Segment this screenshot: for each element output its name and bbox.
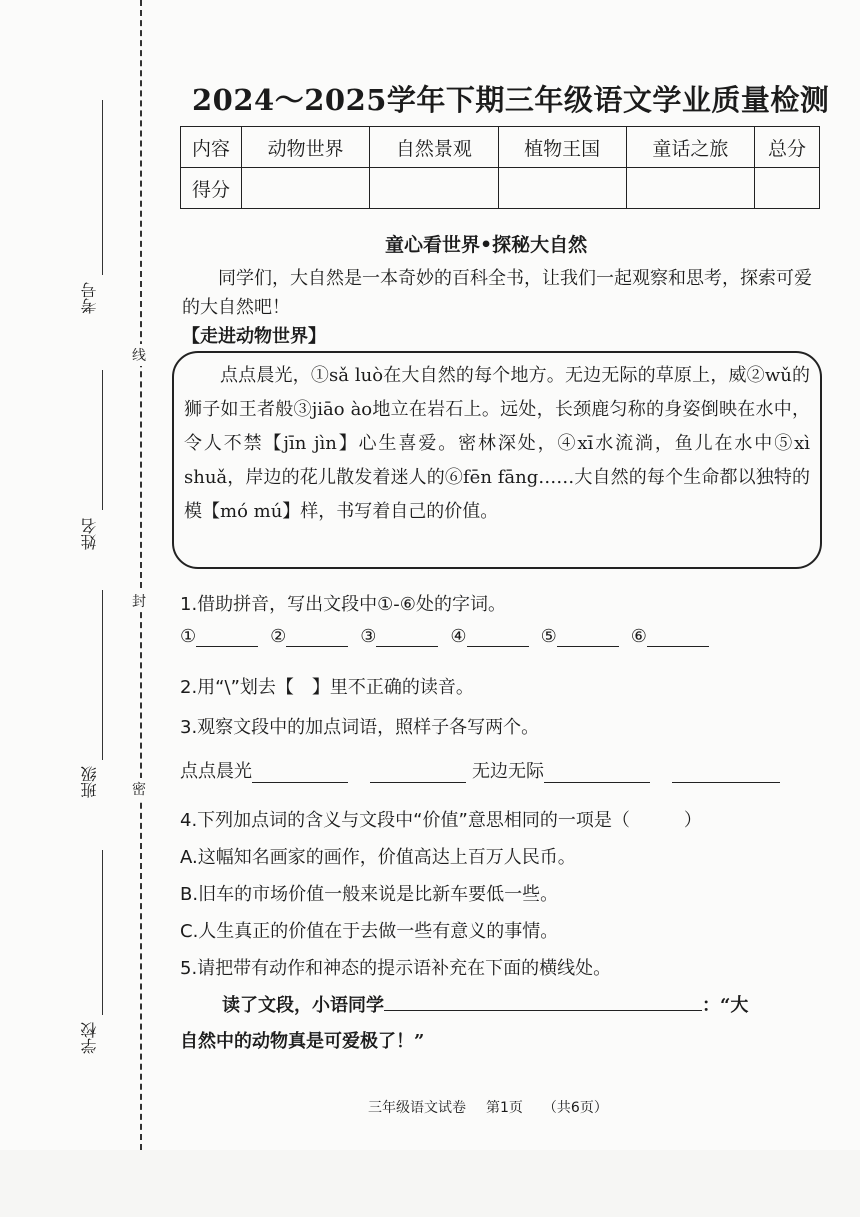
blank-4-number: ④ xyxy=(450,626,467,647)
blank-6-number: ⑥ xyxy=(630,626,647,647)
blank-3-number: ③ xyxy=(360,626,377,647)
exam-title: 2024～2025学年下期三年级语文学业质量检测 xyxy=(192,83,830,117)
blank-5-line[interactable] xyxy=(557,626,619,647)
answer-line-1[interactable] xyxy=(252,762,348,783)
school-label: 学校 xyxy=(80,1022,99,1054)
question-4-close-paren: ） xyxy=(683,810,702,831)
option-a: A.这幅知名画家的画作，价值高达上百万人民币。 xyxy=(180,847,576,868)
score-cell-animal-world: 动物世界 xyxy=(242,127,370,168)
intro-paragraph: 同学们，大自然是一本奇妙的百科全书，让我们一起观察和思考，探索可爱的大自然吧！ xyxy=(182,268,812,318)
blank-2-line[interactable] xyxy=(286,626,348,647)
blank-2-number: ② xyxy=(270,626,287,647)
footer-total: （共6页） xyxy=(542,1100,608,1116)
score-input-total[interactable] xyxy=(755,168,820,209)
question-5-lead: 读了文段，小语同学 xyxy=(222,995,384,1016)
blank-3-line[interactable] xyxy=(376,626,438,647)
blank-1[interactable] xyxy=(180,626,258,647)
section-heading: 【走进动物世界】 xyxy=(182,326,326,347)
blank-1-line[interactable] xyxy=(196,626,258,647)
name-field[interactable] xyxy=(78,370,108,575)
name-label: 姓名 xyxy=(80,518,99,550)
blank-6-line[interactable] xyxy=(647,626,709,647)
question-1-blanks xyxy=(180,626,820,647)
question-3: 3.观察文段中的加点词语，照样子各写两个。 xyxy=(180,717,540,738)
answer-line-4[interactable] xyxy=(672,762,780,783)
blank-5[interactable] xyxy=(541,626,619,647)
section-subtitle: 童心看世界•探秘大自然 xyxy=(385,234,588,256)
reading-passage-text: 点点晨光，①sǎ luò在大自然的每个地方。无边无际的草原上，威②wǔ的狮子如王者般③jiāo ào地立在岩石上。远处，长颈鹿匀称的身姿倒映在水中，令人不禁【jīn jìn】心生喜爱。密林深处，④xī水流淌，鱼儿在水中⑤xì shuǎ，岸边的花儿散发着迷人的⑥fēn fāng……大自然的每个生命都以独特的模【mó mú】样，书写着自己的价值。 xyxy=(184,365,810,522)
page-footer xyxy=(368,1097,628,1117)
question-1: 1.借助拼音，写出文段中①-⑥处的字词。 xyxy=(180,594,506,615)
question-3-answers xyxy=(180,757,820,783)
score-cell-natural-scenery: 自然景观 xyxy=(370,127,498,168)
answer-line-3[interactable] xyxy=(544,762,650,783)
binding-word-mi: 密 xyxy=(132,778,146,800)
score-table-score-row xyxy=(181,168,820,209)
binding-dashed-line xyxy=(140,0,142,1150)
score-cell-total: 总分 xyxy=(755,127,820,168)
binding-word-xian: 线 xyxy=(132,344,146,366)
name-line[interactable] xyxy=(102,370,103,510)
class-line[interactable] xyxy=(102,590,103,760)
score-cell-plant-kingdom: 植物王国 xyxy=(498,127,626,168)
option-c: C.人生真正的价值在于去做一些有意义的事情。 xyxy=(180,921,559,942)
question-2: 2.用“\”划去【 】里不正确的读音。 xyxy=(180,677,474,698)
score-input-fairy-tale[interactable] xyxy=(626,168,754,209)
blank-4[interactable] xyxy=(450,626,528,647)
footer-subject: 三年级语文试卷 xyxy=(368,1100,466,1116)
exam-number-line[interactable] xyxy=(102,100,103,275)
question-5-answer-line[interactable] xyxy=(384,990,702,1011)
question-5: 5.请把带有动作和神态的提示语补充在下面的横线处。 xyxy=(180,958,612,979)
question-5-sentence xyxy=(180,990,748,1017)
school-line[interactable] xyxy=(102,850,103,1015)
score-input-natural-scenery[interactable] xyxy=(370,168,498,209)
blank-4-line[interactable] xyxy=(467,626,529,647)
answer-line-2[interactable] xyxy=(370,762,466,783)
class-field[interactable] xyxy=(78,590,108,830)
score-table-header-row xyxy=(181,127,820,168)
binding-word-feng: 封 xyxy=(132,590,146,612)
blank-1-number: ① xyxy=(180,626,197,647)
score-row-label: 得分 xyxy=(181,168,242,209)
reading-passage-box xyxy=(172,351,822,569)
blank-5-number: ⑤ xyxy=(540,626,557,647)
blank-2[interactable] xyxy=(270,626,348,647)
question-4-text: 4.下列加点词的含义与文段中“价值”意思相同的一项是（ xyxy=(180,810,630,831)
question-5-quote-open: ：“大 xyxy=(702,995,749,1016)
question-4 xyxy=(180,806,702,832)
option-b: B.旧车的市场价值一般来说是比新车要低一些。 xyxy=(180,884,559,905)
score-input-plant-kingdom[interactable] xyxy=(498,168,626,209)
score-input-animal-world[interactable] xyxy=(242,168,370,209)
score-cell-fairy-tale: 童话之旅 xyxy=(626,127,754,168)
question-5-quote-end: 自然中的动物真是可爱极了！” xyxy=(180,1031,425,1052)
blank-6[interactable] xyxy=(631,626,709,647)
score-table xyxy=(180,126,820,209)
example-word-1: 点点晨光 xyxy=(180,761,252,782)
example-word-2: 无边无际 xyxy=(472,761,544,782)
school-field[interactable] xyxy=(78,850,108,1080)
exam-number-field[interactable] xyxy=(78,100,108,350)
footer-page: 第1页 xyxy=(486,1100,523,1116)
blank-3[interactable] xyxy=(360,626,438,647)
class-label: 班级 xyxy=(80,766,99,798)
exam-number-label: 考号 xyxy=(80,282,99,314)
score-cell-content-label: 内容 xyxy=(181,127,242,168)
